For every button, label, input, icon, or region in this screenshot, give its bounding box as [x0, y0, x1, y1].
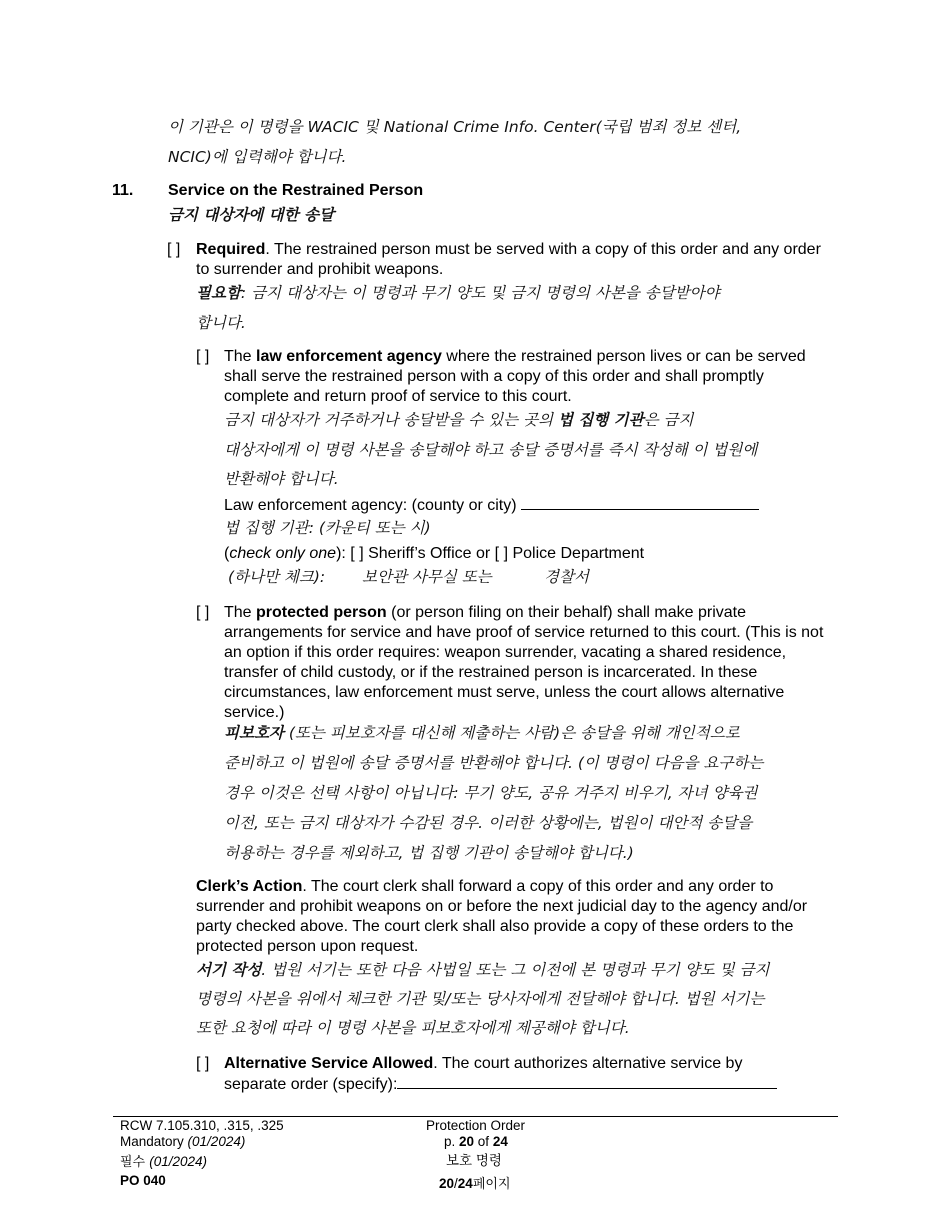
required-label: Required — [196, 241, 266, 258]
law-enforcement-ko-line-2: 대상자에게 이 명령 사본을 송달해야 하고 송달 증명서를 즉시 작성해 이 법원에 — [224, 441, 758, 459]
clerk-ko-line-1 — [196, 955, 846, 985]
sheriff-label-ko: 보안관 사무실 또는 — [362, 568, 492, 586]
law-enforcement-checkbox[interactable]: [ ] — [196, 348, 210, 365]
alternative-service-row-2 — [224, 1074, 777, 1095]
required-label-ko: 필요함 — [196, 284, 241, 302]
check-italic: check only one — [229, 545, 337, 562]
footer-page-ko-slash: / — [454, 1176, 458, 1191]
required-ko-line-1 — [196, 278, 836, 308]
required-text — [196, 240, 836, 280]
law-enforcement-label: law enforcement agency — [256, 348, 442, 365]
footer-mandatory — [120, 1134, 245, 1150]
footer-form-id: PO 040 — [120, 1173, 166, 1188]
protected-person-checkbox[interactable]: [ ] — [196, 604, 210, 621]
le-ko-bold: 법 집행 기관 — [557, 411, 644, 429]
check-only-one-ko: (하나만 체크): — [228, 568, 326, 586]
clerk-action-body: . The court clerk shall forward a copy of this order and any order to surrender and prohibit weapons on or before the next judicial day to the agency and/or party checked above. The court clerk shall also provide a copy of these orders to the protected person upon request. — [196, 878, 808, 955]
footer-page-pre: p. — [444, 1134, 460, 1149]
footer-page-ko-num: 20 — [439, 1176, 455, 1191]
intro-line-2: NCIC)에 입력해야 합니다. — [168, 148, 347, 166]
footer-mandatory-ko — [120, 1154, 207, 1171]
required-ko-line-2: 합니다. — [196, 314, 246, 332]
footer-page-ko — [439, 1176, 511, 1193]
footer-mandatory-ko-date: (01/2024) — [149, 1154, 208, 1169]
section-title: Service on the Restrained Person — [168, 182, 424, 199]
protected-person-text — [224, 603, 838, 723]
protected-person-ko-line-5: 허용하는 경우를 제외하고, 법 집행 기관이 송달해야 합니다.) — [224, 844, 634, 862]
police-label: Police Department — [512, 545, 645, 562]
alternative-service-body: . The court authorizes alternative service by — [433, 1055, 743, 1072]
law-enforcement-ko-line-3: 반환해야 합니다. — [224, 470, 339, 488]
required-checkbox[interactable]: [ ] — [167, 241, 181, 258]
law-enforcement-ko-line-1 — [224, 405, 844, 435]
police-checkbox[interactable]: [ ] — [494, 545, 509, 562]
intro-line-1: 이 기관은 이 명령을 WACIC 및 National Crime Info. Center(국립 범죄 정보 센터, — [168, 118, 742, 136]
alternative-specify-label: separate order (specify): — [224, 1076, 398, 1093]
footer-mandatory-ko-label: 필수 — [120, 1155, 150, 1170]
check-post: ): — [336, 545, 346, 562]
clerk-ko-line-2: 명령의 사본을 위에서 체크한 기관 및/또는 당사자에게 전달해야 합니다. 법원 서기는 — [196, 990, 765, 1008]
le-ko-post: 은 금지 — [643, 411, 694, 429]
footer-mandatory-pre: Mandatory — [120, 1134, 188, 1149]
clerk-action-label: Clerk’s Action — [196, 878, 303, 895]
alternative-service-text — [224, 1054, 824, 1074]
agency-input-line[interactable] — [521, 495, 759, 510]
footer-doc-title-ko: 보호 명령 — [446, 1153, 502, 1168]
protected-person-ko-line-1 — [224, 718, 844, 748]
required-body: . The restrained person must be served with a copy of this order and any order to surrender and prohibit weapons. — [196, 241, 821, 278]
check-only-one-row — [224, 544, 644, 564]
le-ko-pre: 금지 대상자가 거주하거나 송달받을 수 있는 곳의 — [224, 411, 558, 429]
footer-page-number — [444, 1134, 508, 1150]
agency-label-ko: 법 집행 기관: (카운티 또는 시) — [224, 519, 431, 537]
alternative-service-checkbox[interactable]: [ ] — [196, 1055, 210, 1072]
check-pre: ( — [224, 545, 230, 562]
law-enforcement-text — [224, 347, 824, 407]
protected-person-label: protected person — [256, 604, 387, 621]
protected-person-ko-line-2: 준비하고 이 법원에 송달 증명서를 반환해야 합니다. (이 명령이 다음을 요구하는 — [224, 754, 764, 772]
footer-mandatory-date: (01/2024) — [187, 1134, 246, 1149]
pp-pre: The — [224, 604, 257, 621]
footer-page-total: 24 — [492, 1134, 508, 1149]
footer-doc-title: Protection Order — [426, 1118, 526, 1133]
section-title-ko: 금지 대상자에 대한 송달 — [168, 206, 334, 224]
footer-page-ko-total: 24 — [457, 1176, 473, 1191]
protected-person-body: (or person filing on their behalf) shall make private arrangements for service and have proof of service returned to this court. (This is not an option if this order requires: weapon surrender, vacating a shared residence, transfer of child custody, or if the restrained person is incarcerated. In these circumstances, law enforcement must serve, unless the court allows alternative service.) — [224, 604, 824, 721]
alternative-service-label: Alternative Service Allowed — [224, 1055, 434, 1072]
clerk-ko-label: 서기 작성 — [196, 961, 262, 979]
protected-person-ko-line-4: 이전, 또는 금지 대상자가 수감된 경우. 이러한 상황에는, 법원이 대안적 송달을 — [224, 814, 753, 832]
clerk-action-text — [196, 877, 838, 957]
sheriff-label: Sheriff’s Office or — [368, 545, 491, 562]
section-number: 11. — [112, 182, 134, 199]
footer-rule — [113, 1116, 838, 1117]
required-ko-body: : 금지 대상자는 이 명령과 무기 양도 및 금지 명령의 사본을 송달받아야 — [240, 284, 720, 302]
pp-ko-body: (또는 피보호자를 대신해 제출하는 사람)은 송달을 위해 개인적으로 — [283, 724, 740, 742]
footer-rcw: RCW 7.105.310, .315, .325 — [120, 1118, 284, 1133]
footer-page-num: 20 — [459, 1134, 475, 1149]
footer-page-of: of — [474, 1134, 493, 1149]
clerk-ko-body: . 법원 서기는 또한 다음 사법일 또는 그 이전에 본 명령과 무기 양도 및 금지 — [261, 961, 770, 979]
law-enforcement-pre: The — [224, 348, 257, 365]
agency-label: Law enforcement agency: (county or city) — [224, 497, 517, 514]
sheriff-checkbox[interactable]: [ ] — [350, 545, 364, 562]
footer-page-ko-suffix: 페이지 — [472, 1177, 511, 1192]
pp-ko-label: 피보호자 — [224, 724, 284, 742]
law-enforcement-body: where the restrained person lives or can be served shall serve the restrained person with a copy of this order and shall promptly complete and return proof of service to this court. — [224, 348, 806, 405]
clerk-ko-line-3: 또한 요청에 따라 이 명령 사본을 피보호자에게 제공해야 합니다. — [196, 1019, 630, 1037]
police-label-ko: 경찰서 — [544, 568, 589, 586]
alternative-specify-input-line[interactable] — [397, 1074, 777, 1089]
protected-person-ko-line-3: 경우 이것은 선택 사항이 아닙니다: 무기 양도, 공유 거주지 비우기, 자녀 양육권 — [224, 784, 758, 802]
